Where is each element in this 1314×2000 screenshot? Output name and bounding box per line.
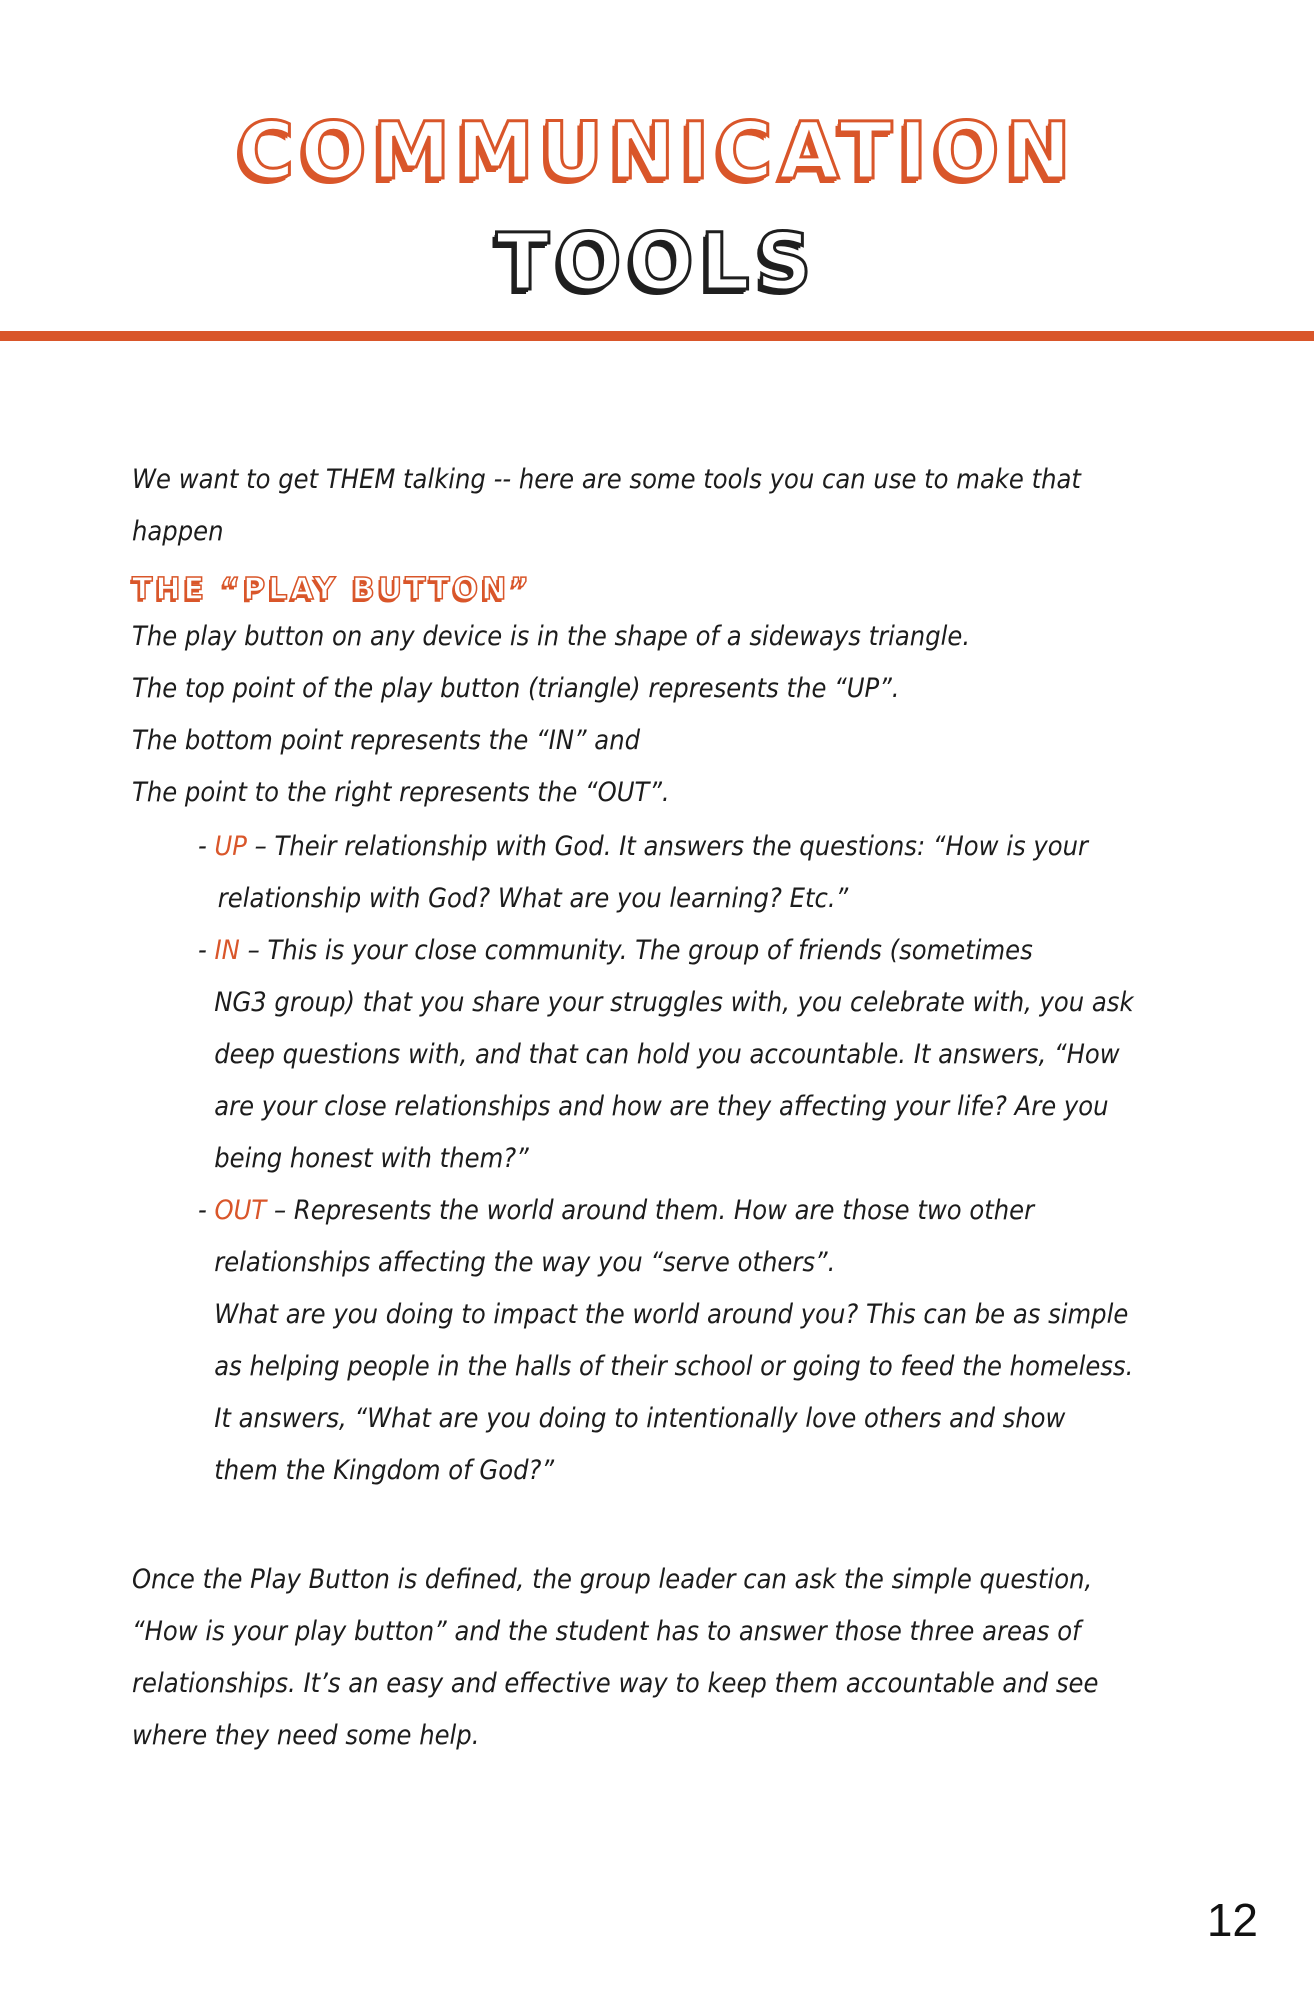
bullet-prefix: - [198, 935, 215, 966]
bullet-line: them the Kingdom of God?” [214, 1455, 555, 1486]
title-line-tools: TOOLS [496, 218, 818, 308]
section-heading: THE “PLAY BUTTON” [132, 572, 533, 607]
header-divider [0, 331, 1314, 341]
bullet-line: – This is your close community. The group of friends (sometimes [239, 935, 1033, 966]
title-line-communication: COMMUNICATION [237, 107, 1077, 197]
bullet-line: NG3 group) that you share your struggles with, you celebrate with, you ask [214, 987, 1134, 1018]
bullet-prefix: - [198, 1195, 215, 1226]
description-line: The bottom point represents the “IN” and [132, 725, 641, 756]
bullet-line: relationships affecting the way you “serve others”. [214, 1247, 836, 1278]
bullet-lead-out: OUT [214, 1195, 267, 1226]
bullet-up [198, 821, 1170, 925]
description-line: The point to the right represents the “OUT”. [132, 777, 670, 808]
bullet-out [198, 1185, 1170, 1497]
closing-line: relationships. It’s an easy and effective way to keep them accountable and see [132, 1668, 1099, 1699]
closing-line: where they need some help. [132, 1720, 480, 1751]
bullet-line: being honest with them?” [214, 1143, 529, 1174]
bullet-line: – Represents the world around them. How are those two other [266, 1195, 1035, 1226]
play-button-bullets [198, 821, 1158, 1497]
bullet-line: deep questions with, and that can hold you accountable. It answers, “How [214, 1039, 1120, 1070]
bullet-line: – Their relationship with God. It answers the questions: “How is your [246, 831, 1088, 862]
description-line: The top point of the play button (triangle) represents the “UP”. [132, 673, 900, 704]
bullet-line: are your close relationships and how are they affecting your life? Are you [214, 1091, 1109, 1122]
description-line: The play button on any device is in the shape of a sideways triangle. [132, 621, 971, 652]
bullet-line: What are you doing to impact the world around you? This can be as simple [214, 1299, 1129, 1330]
play-button-description [132, 611, 1104, 819]
bullet-line: relationship with God? What are you learning? Etc.” [217, 883, 849, 914]
closing-line: “How is your play button” and the student has to answer those three areas of [132, 1616, 1081, 1647]
bullet-lead-up: UP [214, 831, 247, 862]
page-number: 12 [1206, 1894, 1258, 1946]
intro-text: We want to get THEM talking -- here are some tools you can use to make that happen [132, 464, 1081, 547]
closing-line: Once the Play Button is defined, the group leader can ask the simple question, [132, 1564, 1093, 1595]
bullet-lead-in: IN [214, 935, 240, 966]
bullet-line: as helping people in the halls of their school or going to feed the homeless. [214, 1351, 1134, 1382]
closing-paragraph [132, 1554, 1104, 1762]
bullet-prefix: - [198, 831, 215, 862]
bullet-in [198, 925, 1170, 1185]
bullet-line: It answers, “What are you doing to intentionally love others and show [214, 1403, 1066, 1434]
